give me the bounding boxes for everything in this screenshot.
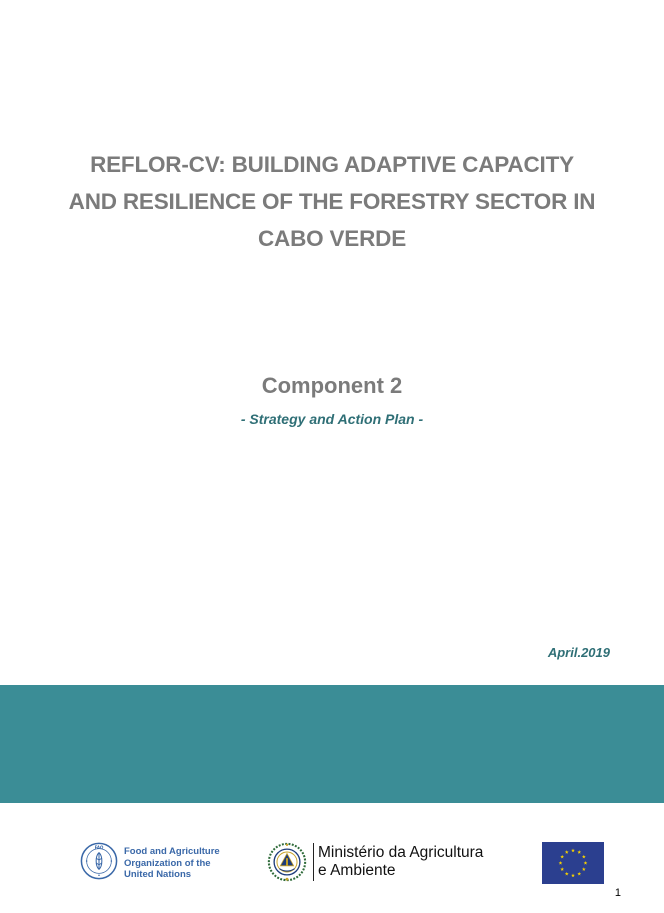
document-date: April.2019 bbox=[547, 645, 610, 660]
decorative-band bbox=[0, 685, 664, 803]
title-line-2: AND RESILIENCE OF THE FORESTRY SECTOR IN bbox=[68, 189, 596, 214]
document-title bbox=[40, 146, 624, 257]
document-subtitle: - Strategy and Action Plan - bbox=[240, 411, 424, 427]
component-heading: Component 2 bbox=[261, 373, 403, 398]
fao-logo-letters: FAO bbox=[94, 844, 104, 850]
page-number: 1 bbox=[614, 887, 621, 899]
ministry-line-2: e Ambiente bbox=[318, 862, 396, 879]
fao-line-3: United Nations bbox=[124, 869, 192, 880]
fao-line-2: Organization of the bbox=[124, 857, 211, 869]
ministry-name bbox=[318, 844, 518, 880]
title-line-3: CABO VERDE bbox=[257, 226, 407, 251]
title-line-1: REFLOR-CV: BUILDING ADAPTIVE CAPACITY bbox=[90, 152, 574, 177]
ministry-line-1: Ministério da Agricultura bbox=[318, 844, 484, 861]
fao-line-1: Food and Agriculture bbox=[124, 846, 220, 857]
fao-name bbox=[124, 846, 244, 881]
ministry-divider bbox=[313, 843, 314, 881]
eu-flag-icon bbox=[542, 842, 604, 884]
fao-logo-icon bbox=[80, 842, 118, 880]
coat-of-arms-icon bbox=[266, 840, 308, 884]
